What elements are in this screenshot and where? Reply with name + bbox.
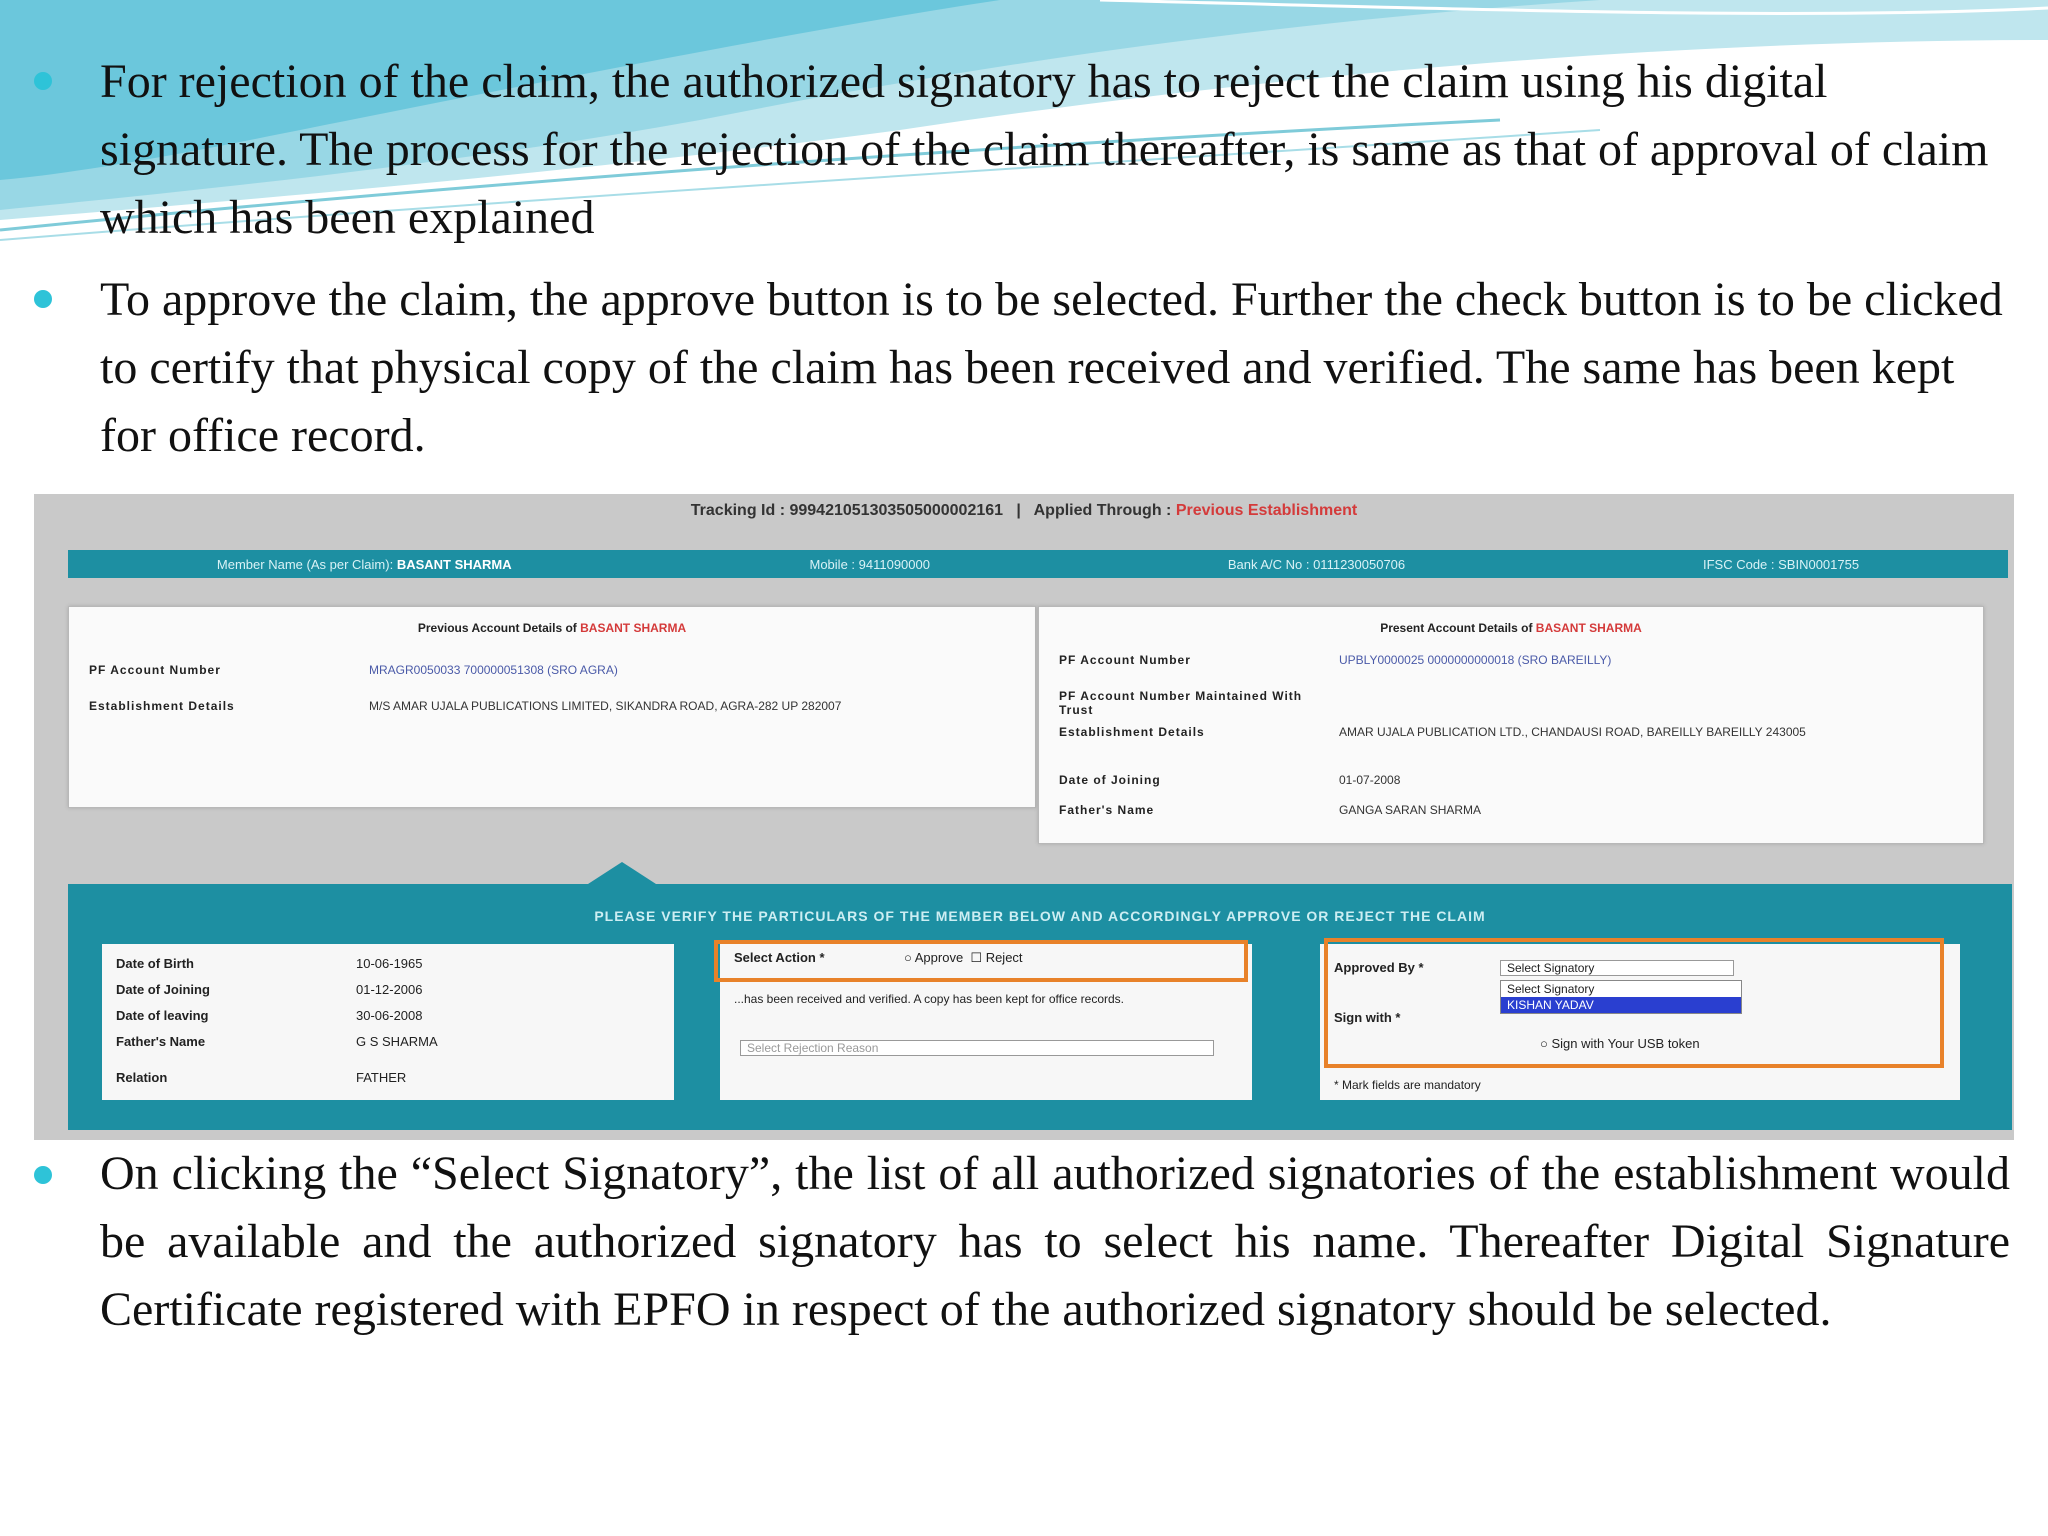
previous-establishment-row: Establishment Details M/S AMAR UJALA PUBLICATIONS LIMITED, SIKANDRA ROAD, AGRA-282 UP 282007 bbox=[89, 699, 842, 713]
tracking-line: Tracking Id : 999421051303505000002161 | Applied Through : Previous Establishment bbox=[690, 502, 1358, 519]
present-joining-row: Date of Joining 01-07-2008 bbox=[1059, 773, 1401, 787]
member-name-label: Member Name (As per Claim): bbox=[216, 556, 394, 572]
verify-heading: PLEASE VERIFY THE PARTICULARS OF THE MEMBER BELOW AND ACCORDINGLY APPROVE OR REJECT THE CLAIM bbox=[594, 908, 1486, 924]
mandatory-note: * Mark fields are mandatory bbox=[1334, 1078, 1481, 1092]
select-action-card bbox=[720, 944, 1252, 1100]
panel-pointer bbox=[588, 862, 656, 884]
select-action-label: Select Action * bbox=[734, 950, 825, 965]
previous-account-heading: Previous Account Details of BASANT SHARMA bbox=[417, 621, 687, 635]
member-name-value: BASANT SHARMA bbox=[396, 556, 512, 572]
sign-with-label: Sign with * bbox=[1334, 1010, 1401, 1025]
previous-account-card bbox=[68, 606, 1036, 808]
bullet-signatory-text: On clicking the “Select Signatory”, the list of all authorized signatories of the establishment would be available and the authorized signatory has to select his name. Thereafter Digital Signature Certificate registered with EPFO in respect of the authorized signatory should be selected. bbox=[100, 1147, 2010, 1336]
reject-radio[interactable]: ☐ Reject bbox=[970, 950, 1023, 965]
signatory-option[interactable]: Select Signatory bbox=[1507, 982, 1595, 996]
present-pf-row: PF Account Number UPBLY0000025 0000000000018 (SRO BAREILLY) bbox=[1059, 653, 1612, 667]
applied-label: Applied Through : bbox=[1033, 502, 1172, 519]
usb-token-radio[interactable]: ○ Sign with Your USB token bbox=[1540, 1036, 1700, 1051]
present-father-row: Father's Name GANGA SARAN SHARMA bbox=[1059, 803, 1482, 817]
member-mobile: Mobile : 9411090000 bbox=[809, 556, 930, 572]
tracking-label: Tracking Id : bbox=[690, 502, 786, 519]
rejection-reason-select[interactable]: Select Rejection Reason bbox=[740, 1040, 1214, 1056]
signatory-option-selected[interactable]: KISHAN YADAV bbox=[1501, 997, 1741, 1013]
bullet-marker bbox=[34, 290, 52, 308]
member-details-card: Date of Birth 10-06-1965 Date of Joining 01-12-2006 Date of leaving 30-06-2008 Father's Name G S SHARMA Relation FATHER bbox=[102, 944, 674, 1100]
office-record-note: ...has been received and verified. A copy has been kept for office records. bbox=[734, 992, 1125, 1006]
member-ifsc: IFSC Code : SBIN0001755 bbox=[1702, 556, 1860, 572]
bullet-approve-text: To approve the claim, the approve button is to be selected. Further the check button is to be clicked to certify that physical copy of the claim has been received and verified. The same has been kept for office record. bbox=[100, 273, 2003, 462]
verify-panel bbox=[68, 884, 2012, 1130]
bullet-marker bbox=[34, 1166, 52, 1184]
present-trust-row: PF Account Number Maintained With Trust bbox=[1059, 689, 1303, 717]
approved-by-label: Approved By * bbox=[1334, 960, 1424, 975]
bullet-rejection-text: For rejection of the claim, the authorized signatory has to reject the claim using his digital signature. The process for the rejection of the claim thereafter, is same as that of approval of claim which has been explained bbox=[100, 55, 1989, 244]
present-account-heading: Present Account Details of BASANT SHARMA bbox=[1380, 621, 1642, 635]
claim-approval-screenshot bbox=[34, 494, 2014, 1140]
approve-radio[interactable]: ○ Approve bbox=[904, 950, 964, 965]
signatory-options-list[interactable] bbox=[1500, 980, 1742, 1014]
select-signatory-dropdown[interactable]: Select Signatory bbox=[1500, 960, 1734, 976]
applied-value: Previous Establishment bbox=[1175, 502, 1358, 519]
signatory-card bbox=[1320, 944, 1960, 1100]
present-account-card bbox=[1038, 606, 1984, 844]
bullet-marker bbox=[34, 72, 52, 90]
member-bank-account: Bank A/C No : 0111230050706 bbox=[1227, 556, 1406, 572]
tracking-id: 999421051303505000002161 bbox=[789, 502, 1004, 519]
previous-pf-row: PF Account Number MRAGR0050033 700000051308 (SRO AGRA) bbox=[89, 663, 618, 677]
member-info-bar bbox=[68, 550, 2008, 578]
present-establishment-row: Establishment Details AMAR UJALA PUBLICATION LTD., CHANDAUSI ROAD, BAREILLY BAREILLY 243005 bbox=[1059, 725, 1806, 739]
